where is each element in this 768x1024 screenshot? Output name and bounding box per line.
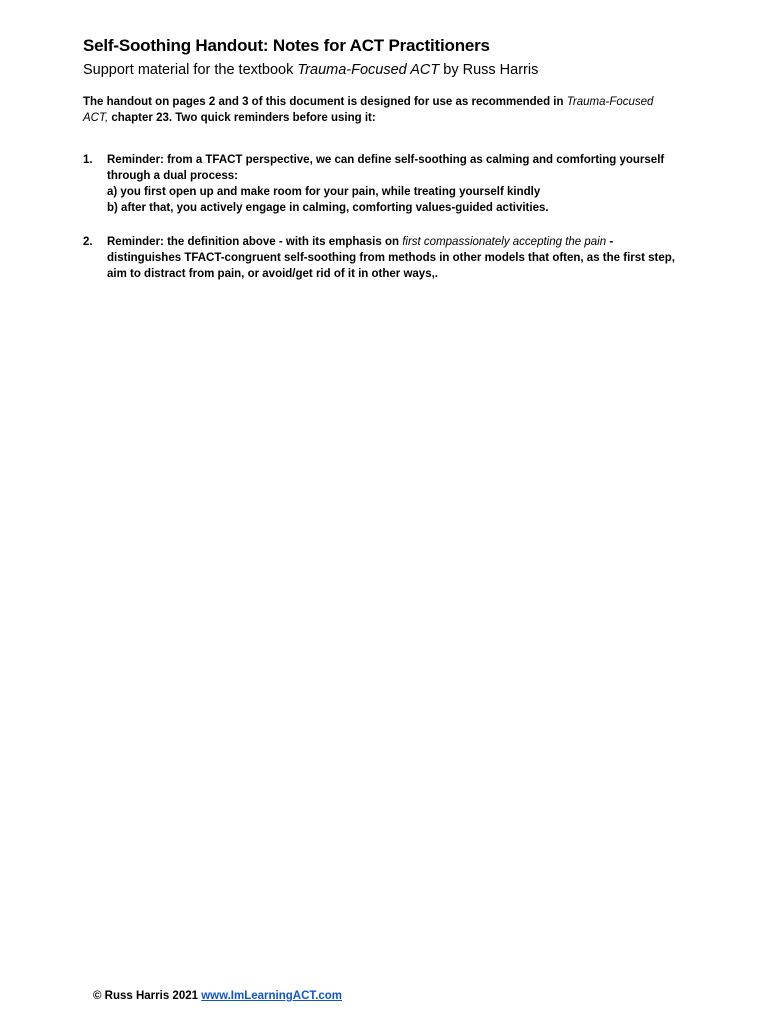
reminder-text: Reminder: from a TFACT perspective, we can define self-soothing as calming and comforting yourself through a dual process: <box>107 154 665 182</box>
reminder-line-a: a) you first open up and make room for your pain, while treating yourself kindly <box>107 186 541 198</box>
intro-book-title: Trauma-Focused ACT, <box>83 96 654 124</box>
reminder-item-2 <box>83 234 683 282</box>
intro-text-part2: chapter 23. Two quick reminders before using it: <box>108 112 376 124</box>
subtitle-book-title: Trauma-Focused ACT <box>297 62 440 78</box>
footer-copyright: © Russ Harris 2021 <box>93 990 202 1002</box>
page-footer <box>93 990 342 1002</box>
intro-paragraph <box>83 94 673 126</box>
reminder-text-after: - distinguishes TFACT-congruent self-soothing from methods in other models that often, as the first step, aim to distract from pain, or avoid/get rid of it in other ways,. <box>107 236 676 280</box>
page-title: Self-Soothing Handout: Notes for ACT Practitioners <box>83 36 490 55</box>
intro-text-part1: The handout on pages 2 and 3 of this document is designed for use as recommended in <box>83 96 567 108</box>
reminder-number: 2. <box>83 236 93 248</box>
reminder-number: 1. <box>83 154 93 166</box>
reminder-text-before: Reminder: the definition above - with its emphasis on <box>107 236 403 248</box>
subtitle-prefix: Support material for the textbook <box>83 62 298 78</box>
page-subtitle <box>83 62 538 78</box>
reminder-body <box>107 152 683 216</box>
reminder-body <box>107 234 683 282</box>
footer-website-link[interactable]: www.ImLearningACT.com <box>201 990 342 1002</box>
reminder-italic-phrase: first compassionately accepting the pain <box>402 236 607 248</box>
reminder-line-b: b) after that, you actively engage in calming, comforting values-guided activities. <box>107 202 549 214</box>
reminder-item-1 <box>83 152 683 216</box>
subtitle-suffix: by Russ Harris <box>439 62 539 78</box>
